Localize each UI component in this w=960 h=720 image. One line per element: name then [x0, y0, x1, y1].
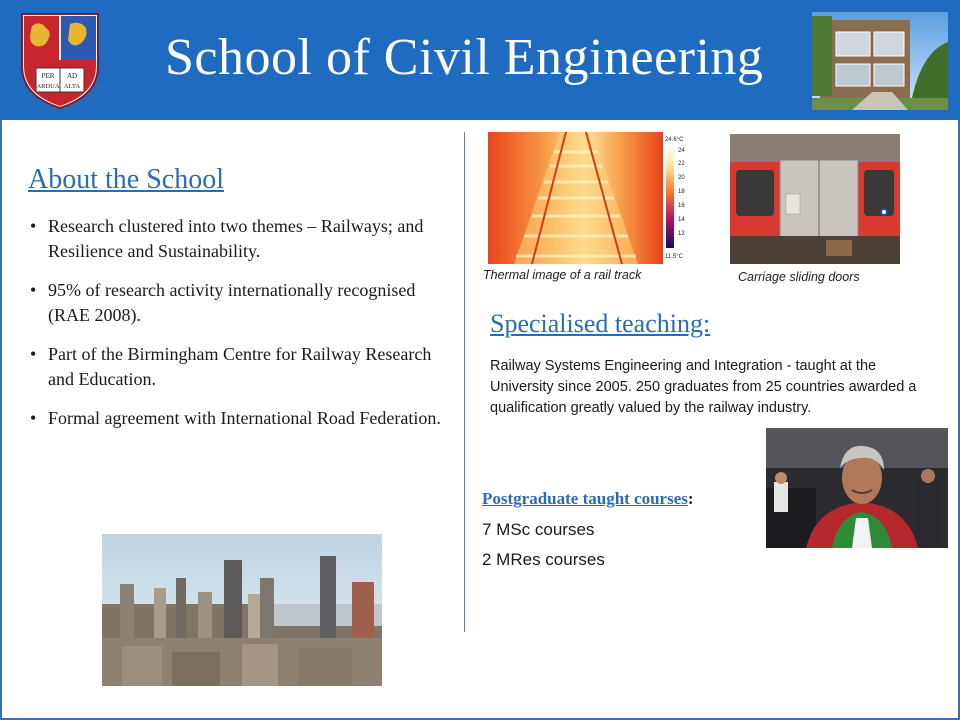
column-divider — [464, 132, 465, 632]
bullet-icon: • — [30, 408, 37, 428]
list-item: • 95% of research activity internationally recognised (RAE 2008). — [30, 280, 416, 325]
bullet-icon: • — [30, 280, 37, 300]
about-bullet-list — [28, 214, 448, 445]
svg-text:18: 18 — [678, 189, 685, 195]
carriage-doors-image — [730, 134, 900, 264]
building-photo — [812, 12, 948, 110]
city-skyline-image — [102, 534, 382, 686]
header-band — [0, 0, 960, 120]
graduate-photo — [766, 428, 948, 548]
svg-text:11.5°C: 11.5°C — [665, 254, 683, 260]
svg-text:24: 24 — [678, 148, 685, 154]
svg-text:20: 20 — [678, 175, 685, 181]
svg-text:AD: AD — [66, 72, 78, 80]
doors-caption: Carriage sliding doors — [738, 270, 860, 284]
university-crest-icon — [18, 10, 102, 110]
specialised-heading: Specialised teaching: — [490, 309, 711, 338]
svg-text:PER: PER — [41, 72, 55, 80]
svg-text:16: 16 — [678, 203, 685, 209]
page-title: School of Civil Engineering — [165, 29, 764, 86]
svg-text:24.6°C: 24.6°C — [665, 137, 684, 143]
course-msc: 7 MSc courses — [482, 520, 595, 539]
about-heading: About the School — [28, 164, 224, 195]
svg-text:22: 22 — [678, 161, 685, 167]
svg-text:ALTA: ALTA — [63, 83, 81, 90]
bullet-icon: • — [30, 344, 37, 364]
list-item: • Research clustered into two themes – Railways; and Resilience and Sustainability. — [30, 216, 424, 261]
svg-text:14: 14 — [678, 217, 685, 223]
thermal-rail-image — [488, 132, 698, 264]
postgraduate-heading-link[interactable]: Postgraduate taught courses — [482, 489, 688, 508]
postgraduate-heading: Postgraduate taught courses: — [482, 489, 694, 508]
svg-text:12: 12 — [678, 231, 685, 237]
specialised-body: Railway Systems Engineering and Integration - taught at the University since 2005. 250 graduates from 25 countries awarded a qualification greatly valued by the railway industry. — [490, 358, 917, 416]
thermal-caption: Thermal image of a rail track — [483, 268, 642, 282]
bullet-icon: • — [30, 216, 37, 236]
list-item: • Formal agreement with International Road Federation. — [28, 406, 448, 431]
course-mres: 2 MRes courses — [482, 550, 605, 569]
svg-text:ARDUA: ARDUA — [36, 83, 60, 90]
list-item: • Part of the Birmingham Centre for Railway Research and Education. — [30, 344, 432, 389]
